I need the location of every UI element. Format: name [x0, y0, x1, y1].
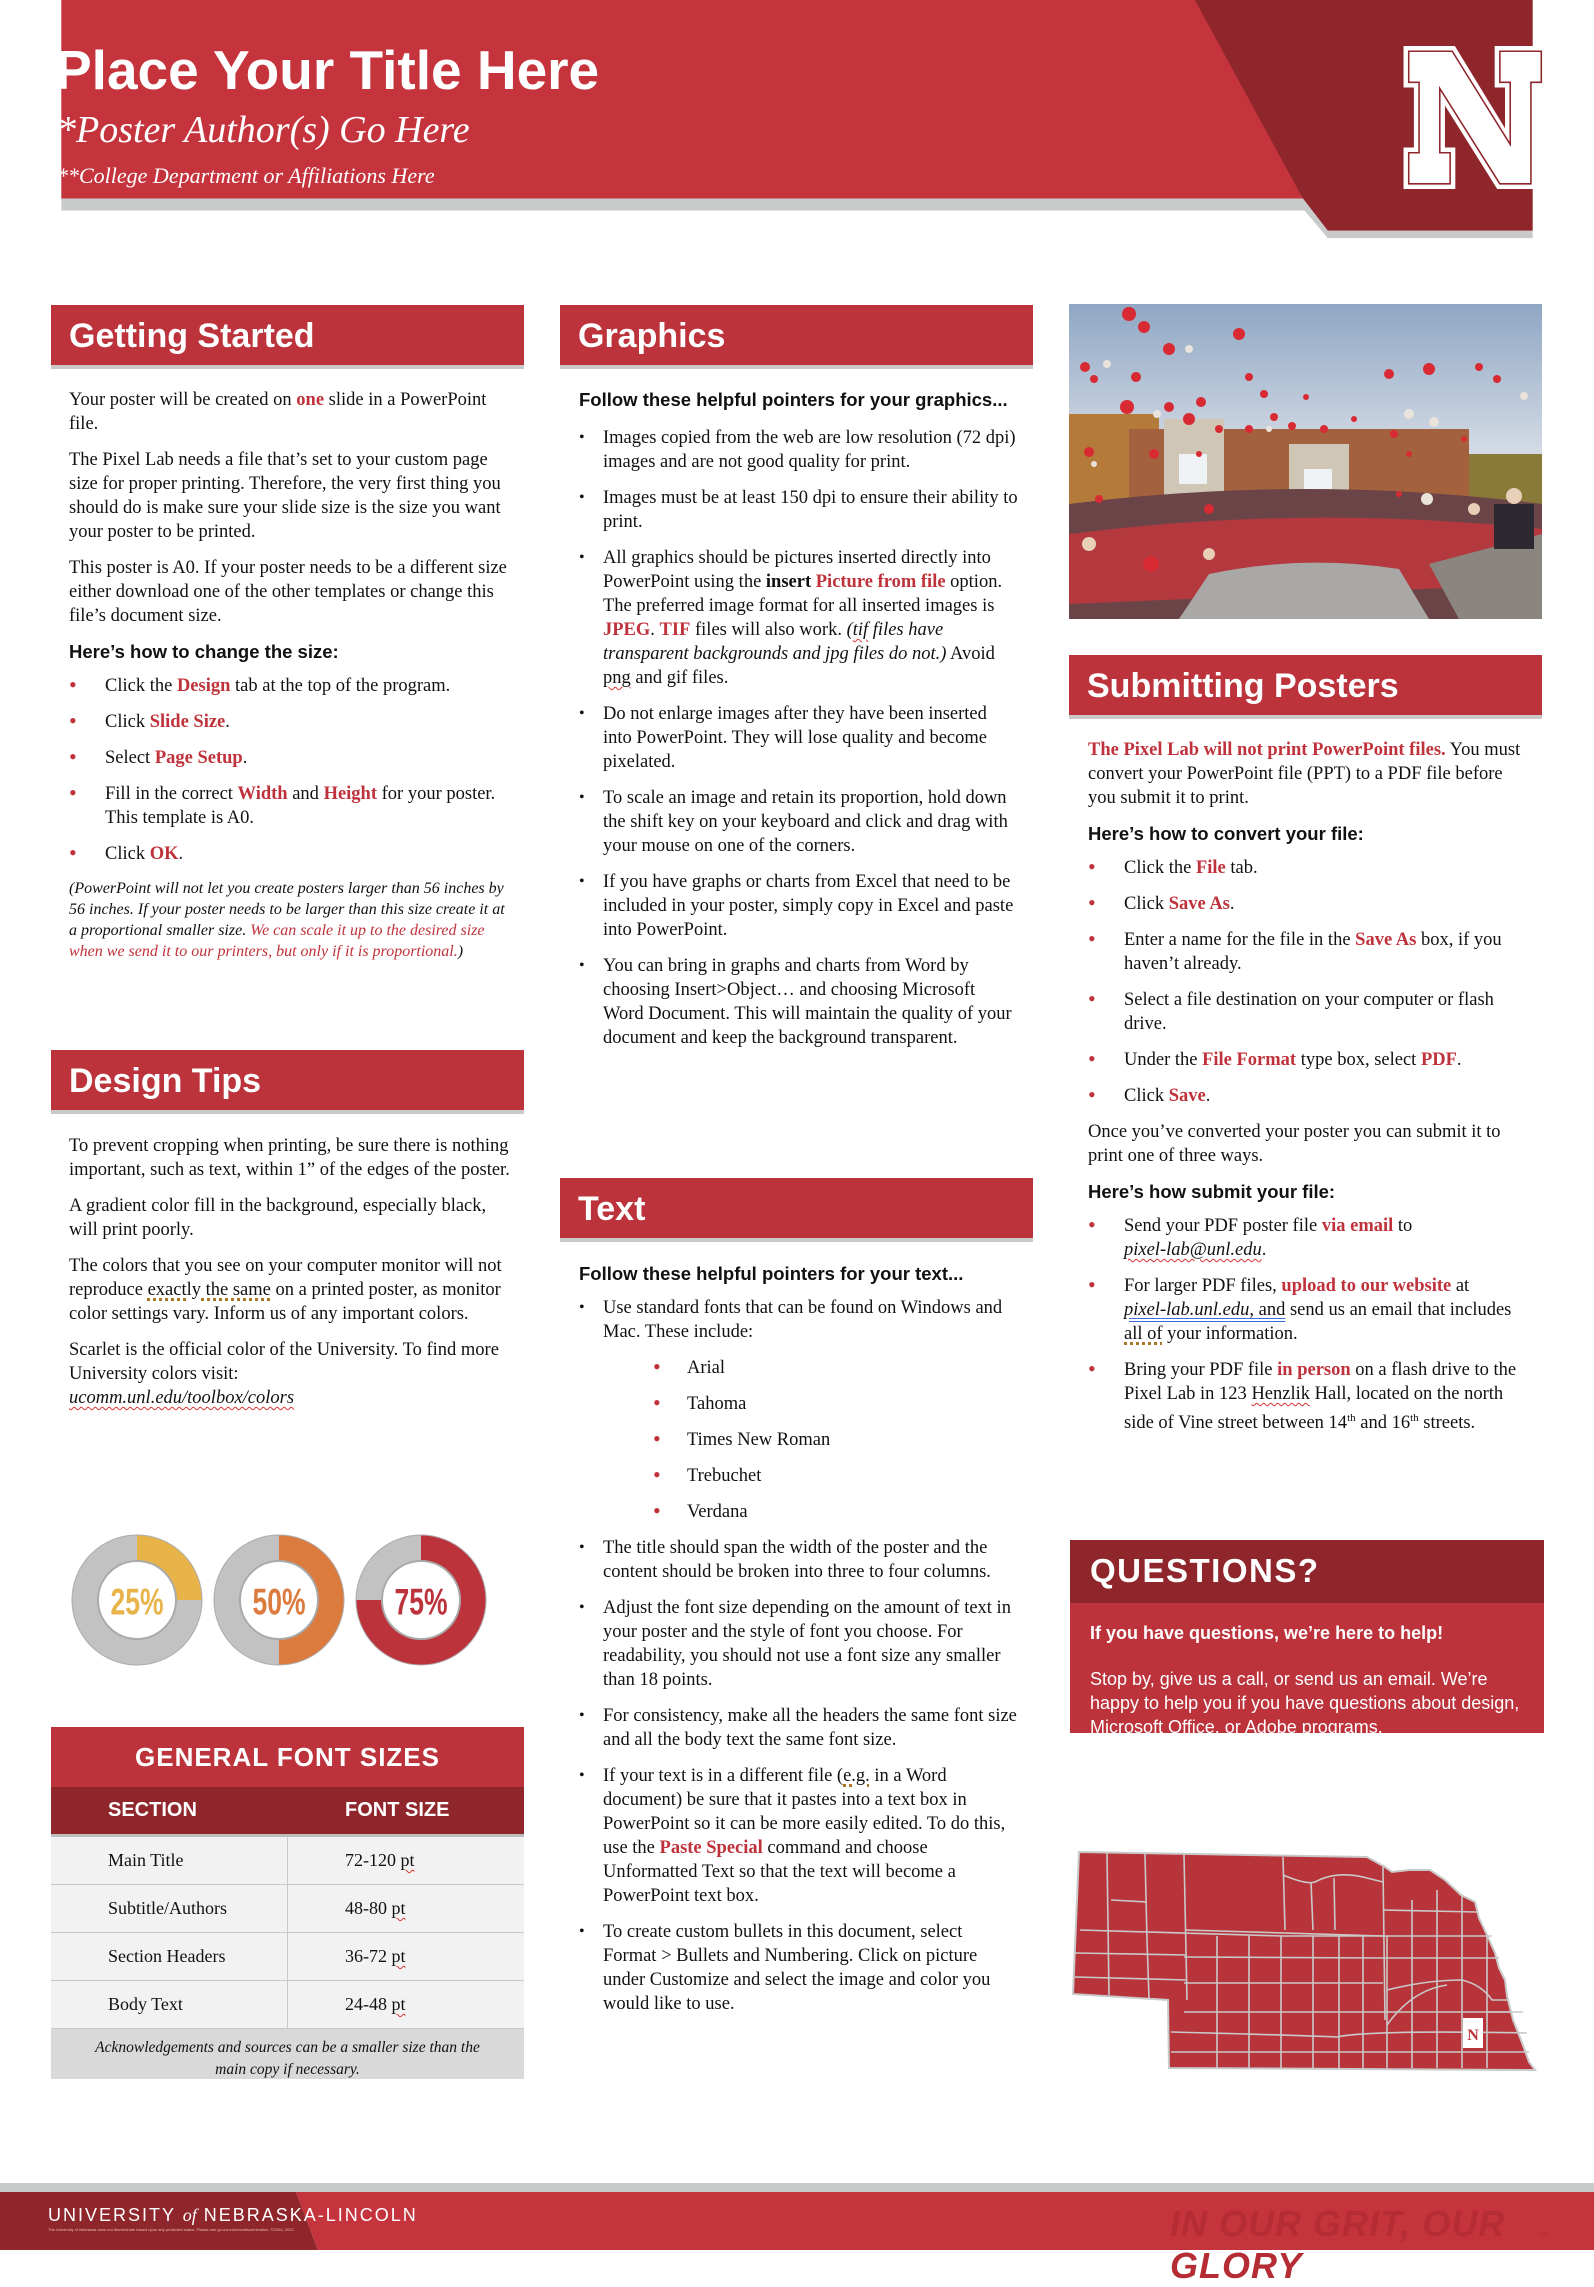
list-item: • Click OK. [69, 842, 514, 866]
section-header-submitting: Submitting Posters [1069, 655, 1542, 715]
section-header-design-tips: Design Tips [51, 1050, 524, 1110]
donut-label: 25% [110, 1581, 164, 1623]
list-item: • Enter a name for the file in the Save As box, if you haven’t already. [1088, 928, 1528, 976]
nebraska-county-map [1067, 1840, 1547, 2080]
list-item: • Do not enlarge images after they have been inserted into PowerPoint. They will lose quality and become pixelated. [579, 702, 1019, 774]
table-title: GENERAL FONT SIZES [51, 1727, 524, 1787]
poster-affiliations[interactable]: **College Department or Affiliations Here [57, 163, 435, 188]
getting-started-body: Your poster will be created on one slide in a PowerPoint file. The Pixel Lab needs a file that’s set to your custom page size for proper printing. Therefore, the very first thing you should do is make sure your slide size is the size you want your poster to be printed. This poster is A0. If your poster needs to be a different size either download one of the other templates or change this file’s document size. Here’s how to change the size: • Click the Design tab at the top of the program. • Click Slide Size. • Select Page Setup. • Fill in the correct Width and Height for your poster. This template is A0. • Click OK. (PowerPoint will not let you create posters larger than 56 inches by 56 inches. If your poster needs to be larger than this size create it at a proportional smaller size. We can scale it up to the desired size when we send it to our printers, but only if it is proportional.) [69, 388, 514, 962]
table-row: Section Headers 36-72 pt [51, 1933, 524, 1981]
trademark-mark: TM [1537, 2232, 1548, 2239]
questions-box [1070, 1540, 1544, 1737]
list-item: • Select Page Setup. [69, 746, 514, 770]
list-item: • Under the File Format type box, select PDF. [1088, 1048, 1528, 1072]
registered-mark: ® [1541, 173, 1549, 184]
footer-slogan: IN OUR GRIT, OUR GLORY [1170, 2203, 1506, 2286]
table-row: Subtitle/Authors 48-80 pt [51, 1885, 524, 1933]
list-item: • Click Save As. [1088, 892, 1528, 916]
donut-label: 75% [394, 1581, 448, 1623]
submitting-body: The Pixel Lab will not print PowerPoint files. You must convert your PowerPoint file (PPT) to a PDF file before you submit it to print. Here’s how to convert your file: • Click the File tab. • Click Save As. • Enter a name for the file in the Save As box, if you haven’t already. • Select a file destination on your computer or flash drive. • Under the File Format type box, select PDF. • Click Save. Once you’ve converted your poster you can submit it to print one of three ways. Here’s how submit your file: • Send your PDF poster file via email to pixel-lab@unl.edu. • For larger PDF files, upload to our website at pixel-lab.unl.edu, and send us an email that includes all of your information. • Bring your PDF file in person on a flash drive to the Pixel Lab in 123 Henzlik Hall, located on the north side of Vine street between 14th and 16th streets. [1088, 738, 1528, 1447]
list-item: • For consistency, make all the headers the same font size and all the body text the same font size. [579, 1704, 1019, 1752]
donut-25pct [72, 1535, 202, 1665]
email-link[interactable]: pixel-lab@unl.edu [1124, 1240, 1262, 1260]
list-item: • All graphics should be pictures inserted directly into PowerPoint using the insert Picture from file option. The preferred image format for all inserted images is JPEG. TIF files will also work. (tif files have transparent backgrounds and jpg files do not.) Avoid png and gif files. [579, 546, 1019, 690]
university-wordmark: UNIVERSITY of NEBRASKA-LINCOLN [48, 2205, 418, 2225]
list-item: • If you have graphs or charts from Excel that need to be included in your poster, simply copy in Excel and paste into PowerPoint. [579, 870, 1019, 942]
list-item: • Send your PDF poster file via email to pixel-lab@unl.edu. [1088, 1214, 1528, 1262]
list-item: • To create custom bullets in this document, select Format > Bullets and Numbering. Click on picture under Customize and select the image and color you would like to use. [579, 1920, 1019, 2016]
list-item: • Select a file destination on your computer or flash drive. [1088, 988, 1528, 1036]
font-list-item: • Times New Roman [579, 1428, 1019, 1452]
table-header-row [51, 1787, 524, 1837]
list-item: • Images copied from the web are low resolution (72 dpi) images and are not good quality for print. [579, 426, 1019, 474]
list-item: • You can bring in graphs and charts from Word by choosing Insert>Object… and choosing Microsoft Word Document. This will maintain the quality of your document and keep the background transparent. [579, 954, 1019, 1050]
subhead-change-size: Here’s how to change the size: [69, 641, 339, 662]
footer-fine-print: The University of Nebraska does not discriminate based upon any protected status. Please see go.unl.edu/nondiscrimination. ©2020, 2022. [48, 2227, 295, 2232]
design-tips-body: To prevent cropping when printing, be sure there is nothing important, such as text, within 1” of the edges of the poster. A gradient color fill in the background, especially black, will print poorly. The colors that you see on your computer monitor will not reproduce exactly the same on a printed poster, as monitor color settings vary. Inform us of any important colors. Scarlet is the official color of the University. To find more University colors visit: ucomm.unl.edu/toolbox/colors [69, 1136, 510, 1408]
list-item: • Fill in the correct Width and Height for your poster. This template is A0. [69, 782, 514, 830]
column-header-section: SECTION [108, 1799, 197, 1821]
donut-75pct [356, 1535, 486, 1665]
font-list-item: • Tahoma [579, 1392, 1019, 1416]
list-item: • Click Save. [1088, 1084, 1528, 1108]
graphics-body [579, 388, 1019, 1062]
percent-donut-graphics [55, 1520, 535, 1680]
font-list-item: • Trebuchet [579, 1464, 1019, 1488]
font-list-item: • Verdana [579, 1500, 1019, 1524]
nebraska-n-logo [1400, 45, 1550, 190]
colors-link[interactable]: ucomm.unl.edu/toolbox/colors [69, 1388, 295, 1408]
list-item: • For larger PDF files, upload to our website at pixel-lab.unl.edu, and send us an email that includes all of your information. [1088, 1274, 1528, 1346]
poster-authors[interactable]: *Poster Author(s) Go Here [57, 109, 470, 151]
text-subhead: Follow these helpful pointers for your text... [579, 1263, 964, 1284]
subhead-convert: Here’s how to convert your file: [1088, 823, 1364, 844]
graphics-subhead: Follow these helpful pointers for your graphics... [579, 389, 1008, 410]
list-item: • If your text is in a different file (e.g. in a Word document) be sure that it pastes into a text box in PowerPoint so it can be more easily edited. To do this, use the Paste Special command and choose Unformatted Text so that the text will become a PowerPoint text box. [579, 1764, 1019, 1908]
map-marker: N [1467, 2027, 1479, 2044]
table-footnote: Acknowledgements and sources can be a smaller size than the main copy if necessary. [51, 2029, 524, 2079]
campus-balloon-photo [1069, 304, 1542, 619]
section-header-graphics: Graphics [560, 305, 1033, 365]
section-header-text: Text [560, 1178, 1033, 1238]
section-header-getting-started: Getting Started [51, 305, 524, 365]
list-item: • Click the File tab. [1088, 856, 1528, 880]
table-row: Main Title 72-120 pt [51, 1837, 524, 1885]
list-item: • Click the Design tab at the top of the program. [69, 674, 514, 698]
list-item: • Images must be at least 150 dpi to ensure their ability to print. [579, 486, 1019, 534]
questions-body: If you have questions, we’re here to help! Stop by, give us a call, or send us an email. We’re happy to help you if you have questions about design, Microsoft Office, or Adobe programs. [1070, 1603, 1544, 1733]
list-item: • Click Slide Size. [69, 710, 514, 734]
poster-title[interactable]: Place Your Title Here [55, 39, 600, 101]
list-item: • To scale an image and retain its proportion, hold down the shift key on your keyboard and click and drag with your mouse on one of the corners. [579, 786, 1019, 858]
donut-50pct [214, 1535, 344, 1665]
text-section-body [579, 1262, 1019, 2028]
column-header-font-size: FONT SIZE [345, 1799, 450, 1821]
font-sizes-table [51, 1727, 524, 2079]
list-item: • Use standard fonts that can be found on Windows and Mac. These include: • Arial • Tahoma • Times New Roman • Trebuchet • Verdana [579, 1296, 1019, 1524]
donut-label: 50% [252, 1581, 306, 1623]
website-link[interactable]: pixel-lab.unl.edu [1124, 1300, 1250, 1320]
list-item: • Bring your PDF file in person on a flash drive to the Pixel Lab in 123 Henzlik Hall, located on the north side of Vine street between 14th and 16th streets. [1088, 1358, 1528, 1435]
font-list-item: • Arial [579, 1356, 1019, 1380]
list-item: • Adjust the font size depending on the amount of text in your poster and the style of font you choose. For readability, you should not use a font size any smaller than 18 points. [579, 1596, 1019, 1692]
list-item: • The title should span the width of the poster and the content should be broken into three to four columns. [579, 1536, 1019, 1584]
size-note: (PowerPoint will not let you create posters larger than 56 inches by 56 inches. If your poster needs to be larger than this size create it at a proportional smaller size. We can scale it up to the desired size when we send it to our printers, but only if it is proportional.) [69, 880, 505, 960]
change-size-steps [69, 674, 514, 866]
subhead-submit: Here’s how submit your file: [1088, 1181, 1336, 1202]
questions-header: QUESTIONS? [1070, 1540, 1544, 1603]
table-row: Body Text 24-48 pt [51, 1981, 524, 2029]
